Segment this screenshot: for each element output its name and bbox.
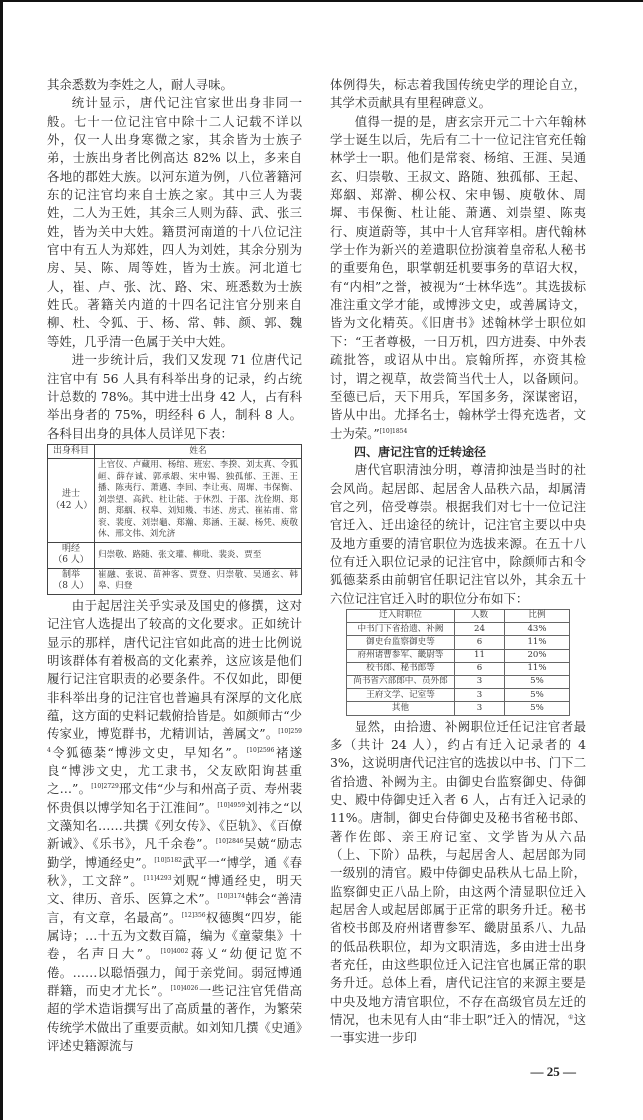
position-cell: 王府文学、记室等 xyxy=(347,689,455,702)
citation: [10]3174 xyxy=(217,893,246,901)
page-number: — 25 — xyxy=(530,1063,576,1079)
ratio-cell: 5% xyxy=(505,702,570,715)
ratio-cell: 11% xyxy=(505,662,570,675)
footnote-marker: ① xyxy=(568,1013,574,1021)
citation: [10]1854 xyxy=(379,427,408,435)
paragraph: 唐代官职清浊分明，尊清抑浊是当时的社会风尚。起居郎、起居舍人品秩六品，却属清官之列，倍受尊崇。根据我们对七十一位记注官迁入、迁出途径的统计，记注官主要以中央及地方重要的清官职位为选拔来源。在五十八位有迁入职位记录的记注官中，除颜师古和令狐德棻系由前朝官任职记注官以外，其余五十六位记注官迁入时的职位分布如下： xyxy=(330,462,586,606)
table-row xyxy=(347,662,570,675)
count-cell: 3 xyxy=(455,675,505,688)
ratio-cell: 5% xyxy=(505,675,570,688)
paragraph: 其余悉数为李姓之人，耐人寻味。 xyxy=(47,77,233,92)
position-cell: 尚书省六部郎中、员外郎 xyxy=(347,675,455,688)
table-row xyxy=(347,675,570,688)
citation: [10]2594 xyxy=(47,728,302,754)
ratio-cell: 43% xyxy=(505,623,570,636)
paragraph: 体例得失，标志着我国传统史学的理论自立，其学术贡献具有里程碑意义。 xyxy=(330,77,586,111)
text-segment: 令狐德棻“博涉文史，早知名”。 xyxy=(50,744,247,760)
text-segment: 刘祎之“以文藻知名……共撰《列女传》、《臣轨》、《百僚新诫》、《乐书》，凡千余卷”。 xyxy=(47,799,302,852)
text-segment: 褚遂良“博涉文史，尤工隶书，父友欧阳询甚重之…”。 xyxy=(47,744,303,797)
paragraph: 统计显示，唐代记注官家世出身非同一般。七十一位记注官中除十二人记载不详以外，仅一人出身寒微之家，其余皆为士族子弟，士族出身者比例高达 82% 以上，多来自各地的郡姓大族。以河东道为例，八位著籍河东的记注官均来自士族之家。其中三人为裴姓，二人为王姓，其余三人则为薛、武、张三姓，皆为关中大姓。籍贯河南道的十八位记注官中有五人为郑姓，四人为刘姓，其余分别为房、吴、陈、周等姓，皆为士族。河北道七人，崔、卢、张、沈、路、宋、班悉数为士族姓氏。著籍关内道的十四名记注官分别来自柳、杜、令狐、于、杨、常、韩、颜、郭、魏等姓，几乎清一色属于关中大姓。 xyxy=(47,95,302,349)
count-cell: 3 xyxy=(455,689,505,702)
text-segment: 韩会“善清言，有文章，名最高”。 xyxy=(47,891,302,925)
ratio-cell: 11% xyxy=(505,636,570,649)
citation: [10]4026 xyxy=(170,984,199,992)
citation: [12]356 xyxy=(181,911,206,919)
count-cell: 24 xyxy=(455,623,505,636)
category-label: 制举 xyxy=(61,569,80,580)
header-cell: 比例 xyxy=(505,609,570,622)
citation: [10]2846 xyxy=(215,838,244,846)
section-heading: 四、唐记注官的迁转途径 xyxy=(354,444,487,459)
ratio-cell: 20% xyxy=(505,649,570,662)
table-row xyxy=(48,568,302,594)
right-column xyxy=(330,76,586,1080)
count-cell: 3 xyxy=(455,702,505,715)
citation: [10]2596 xyxy=(246,746,275,754)
category-label: 进士 xyxy=(61,489,80,500)
category-count: （42 人） xyxy=(51,500,93,511)
paragraph-with-citations xyxy=(47,597,302,1056)
table-row xyxy=(347,623,570,636)
category-cell xyxy=(48,459,95,543)
scan-border-left xyxy=(0,0,3,1120)
count-cell: 6 xyxy=(455,662,505,675)
transfer-position-table xyxy=(346,609,570,716)
table-row xyxy=(347,636,570,649)
text-segment: 一些记注官凭借高超的学术造诣撰写出了高质量的著作，为繁荣传统学术做出了重要贡献。如刘知几撰《史通》评述史籍源流与 xyxy=(47,983,302,1054)
table-row xyxy=(347,649,570,662)
text-segment: 刘贶“博通经史，明天文、律历、音乐、医算之术”。 xyxy=(47,873,302,907)
text-segment: 吴兢“励志勤学，博通经史”。 xyxy=(47,836,303,870)
table-row xyxy=(347,702,570,715)
table-row xyxy=(48,542,302,568)
table-header-row xyxy=(48,444,302,459)
position-cell: 校书郎、秘书郎等 xyxy=(347,662,455,675)
text-segment: 值得一提的是，唐玄宗开元二十六年翰林学士诞生以后，先后有二十一位记注官充任翰林学士一职。他们是常衮、杨绾、王涯、吴通玄、归崇敬、王叔文、路随、独孤郁、王起、郑絪、郑澣、柳公权、宋申锡、庾敬休、周墀、韦保衡、杜让能、萧邁、刘崇望、陈夷行、庾道蔚等，其中十人官拜宰相。唐代翰林学士作为新兴的差遣职位扮演着皇帝私人秘书的重要角色，职掌朝廷机要事务的草诏大权，有“内相”之誉，被视为“士林华选”。其选拔标准注重文学才能，或博涉文史，或善属诗文，皆为文化精英。《旧唐书》述翰林学士职位如下：“王者尊极，一日万机，四方进奏、中外表疏批答，或诏从中出。宸翰所挥，亦资其检讨，谓之视草，故尝简当代士人，以备顾问。至德已后，天下用兵，军国多务，深谋密诏，皆从中出。尤择名士，翰林学士得充选者，文士为荣。” xyxy=(330,113,586,441)
header-cell: 迁入时职位 xyxy=(347,609,455,622)
ratio-cell: 5% xyxy=(505,689,570,702)
header-cell: 出身科目 xyxy=(48,444,95,459)
category-cell xyxy=(48,568,95,594)
citation: [10]5182 xyxy=(154,856,182,864)
position-cell: 中书门下省拾遗、补阙 xyxy=(347,623,455,636)
header-cell: 姓名 xyxy=(95,444,302,459)
header-cell: 人数 xyxy=(455,609,505,622)
text-segment: 武平一“博学，通《春秋》，工文辞”。 xyxy=(47,854,302,889)
text-segment: 权德舆“四岁，能属诗；…十五为文数百篇，编为《童蒙集》十卷，名声日大”。 xyxy=(47,909,302,962)
citation: [10]4959 xyxy=(217,801,246,809)
category-label: 明经 xyxy=(61,543,80,554)
citation: [10]2729 xyxy=(91,783,119,791)
table-row xyxy=(48,459,302,543)
paragraph: 进一步统计后，我们又发现 71 位唐代记注官中有 56 人具有科举出身的记录，约占统计总数的 78%。其中进士出身 42 人，占有科举出身者的 75%，明经科 6 人，制科 8 人。各科目出身的具体人员详见下表： xyxy=(47,352,302,441)
position-cell: 其他 xyxy=(347,702,455,715)
text-segment: 这一事实进一步印 xyxy=(330,1012,586,1046)
names-cell: 崔融、张说、苗神客、贾登、归崇敬、吴通玄、韩皋、归登 xyxy=(95,568,302,594)
names-cell: 归崇敬、路随、张文瓘、柳玭、裴炎、贾至 xyxy=(95,542,302,568)
paragraph xyxy=(330,113,586,443)
count-cell: 11 xyxy=(455,649,505,662)
paragraph xyxy=(330,718,586,1048)
count-cell: 6 xyxy=(455,636,505,649)
citation: [11]4293 xyxy=(143,874,172,882)
table-header-row xyxy=(347,609,570,622)
exam-background-table xyxy=(47,444,302,595)
left-column xyxy=(47,76,302,1055)
position-cell: 府州诸曹参军、畿尉等 xyxy=(347,649,455,662)
names-cell: 上官仪、卢藏用、杨绾、班宏、李揆、刘太真、令狐峘、薛存诚、郭承嘏、宋申锡、独孤郁、王涯、王播、陈夷行、萧邁、李回、李让夷、周墀、韦保衡、刘崇望、高釴、杜让能、于休烈、于邵、沈佺期、郑朗、郑絪、权皋、刘知幾、韦述、房式、崔祐甫、常衮、裴度、刘崇龜、郑瀚、郑涵、王凝、杨凭、庾敬休、邢文伟、刘允济 xyxy=(95,459,302,543)
position-cell: 御史台监察御史等 xyxy=(347,636,455,649)
text-segment: 邢文伟“少与和州高子贡、寿州裴怀贵俱以博学知名于江淮间”。 xyxy=(47,781,302,815)
table-row xyxy=(347,689,570,702)
citation: [10]4002 xyxy=(160,948,189,956)
scan-border-top xyxy=(0,0,643,2)
category-count: （8 人） xyxy=(53,581,89,592)
category-count: （6 人） xyxy=(53,555,89,566)
text-segment: 由于起居注关乎实录及国史的修撰，这对记注官人选提出了较高的文化要求。正如统计显示的那样，唐代记注官如此高的进士比例说明该群体有着极高的文化素养，这应该是他们履行记注官职责的必要条件。不仅如此，即便非科举出身的记注官也普遍具有深厚的文化底蕴，这方面的史料记载俯拾皆是。如颜师古“少传家业，博览群书，尤精训诂，善属文”。 xyxy=(47,597,302,742)
category-cell xyxy=(48,542,95,568)
text-segment: 蒋乂“幼便记览不倦。……以聪悟强力，闻于亲党间。弱冠博通群籍，而史才尤长”。 xyxy=(47,946,302,999)
text-segment: 显然，由拾遗、补阙职位迁任记注官者最多（共计 24 人），约占有迁入记录者的 43%，这说明唐代记注官的选拔以中书、门下二省拾遗、补阙为主。由御史台监察御史、侍御史、殿中侍御史迁入者 6 人，占有迁入记录的 11%。唐制，御史台侍御史及秘书省秘书郎、著作佐郎、亲王府记室、文学皆为从六品（上、下阶）品秩，与起居舍人、起居郎为同一级别的清官。殿中侍御史品秩从七品上阶，监察御史正八品上阶，由这两个清显职位迁入起居舍人或起居郎属于正常的职务升迁。秘书省校书郎及府州诸曹参军、畿尉虽系八、九品的低品秩职位，却为文职清选，多由进士出身者充任，由这些职位迁入记注官也属正常的职务升迁。总体上看，唐代记注官的来源主要是中央及地方清官职位，不存在高级官员左迁的情况，也未见有人由“非士职”迁入的情况， xyxy=(330,718,586,1028)
